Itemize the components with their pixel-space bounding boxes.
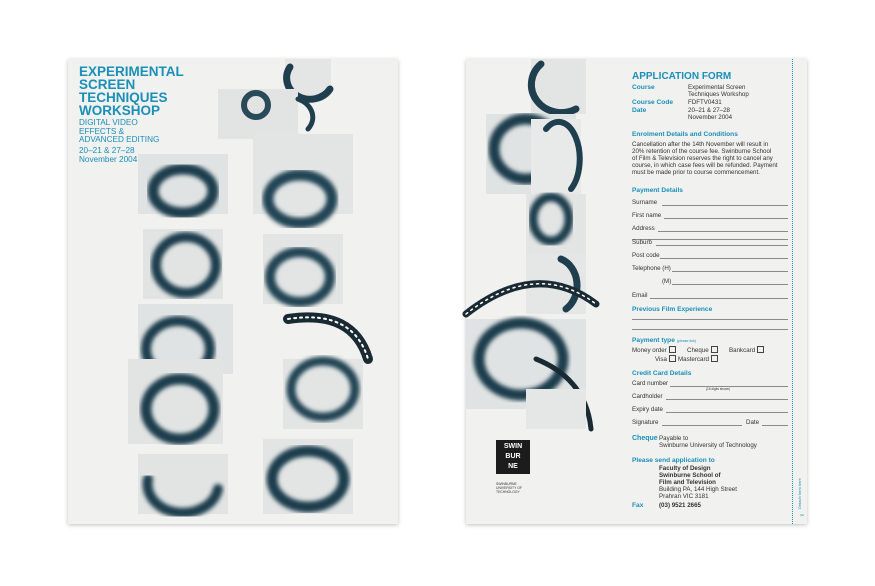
field-label-signature: Signature: [632, 419, 659, 426]
fax-value: (03) 9521 2665: [659, 502, 701, 509]
field-label-telephone-mobile: (M): [662, 278, 672, 285]
option-label: Bankcard: [729, 347, 756, 354]
cheque-value-line: Payable to: [659, 435, 689, 442]
field-label-first-name: First name: [632, 212, 662, 219]
address-bold-line: Swinburne School of: [659, 472, 721, 479]
address-bold-line: Film and Television: [659, 479, 716, 486]
checkbox-mastercard[interactable]: [711, 355, 718, 362]
title-line: SCREEN: [79, 77, 136, 92]
field-label-expiry-date: Expiry date: [632, 406, 663, 413]
send-heading: Please send application to: [632, 457, 715, 464]
payment-type-note: (please tick): [676, 339, 697, 343]
course-code-value: FDFTV0431: [688, 99, 722, 106]
logo-sub-line: SWINBURNE: [496, 482, 517, 486]
enrolment-line: 20% retention of the course fee. Swinburne School: [632, 148, 772, 155]
suburb-input-line[interactable]: [656, 245, 788, 246]
telephone-mobile-input-line[interactable]: [672, 284, 788, 285]
checkbox-visa[interactable]: [669, 355, 676, 362]
course-value-line: Techniques Workshop: [688, 91, 749, 98]
date-value-line: 20–21 & 27–28: [688, 107, 730, 114]
date-input-line[interactable]: [762, 425, 788, 426]
address-input-line[interactable]: [658, 231, 788, 232]
logo-line: BUR: [505, 453, 521, 460]
enrolment-line: course, in which case fees will be refunded. Payment: [632, 162, 778, 169]
field-label-surname: Surname: [632, 199, 658, 206]
subtitle-line: DIGITAL VIDEO: [79, 118, 138, 127]
field-label-cardholder: Cardholder: [632, 393, 663, 400]
experience-input-line[interactable]: [632, 329, 788, 330]
email-input-line[interactable]: [650, 298, 788, 299]
cardholder-input-line[interactable]: [666, 399, 788, 400]
scissors-icon: ✂: [800, 513, 805, 519]
title-line: WORKSHOP: [79, 103, 160, 118]
course-value-line: Experimental Screen: [688, 84, 746, 91]
field-label-card-number: Card number: [632, 380, 669, 387]
telephone-home-input-line[interactable]: [672, 271, 788, 272]
option-cheque[interactable]: [687, 346, 718, 354]
first-name-input-line[interactable]: [664, 218, 788, 219]
poster-dates: [79, 147, 199, 164]
poster-title: [79, 65, 229, 117]
detach-text: Detach form here: [797, 478, 802, 509]
field-label-suburb: Suburb: [632, 239, 652, 246]
credit-card-heading: Credit Card Details: [632, 370, 692, 377]
option-money-order[interactable]: [632, 346, 676, 354]
address-line: Building PA, 144 High Street: [659, 486, 737, 493]
checkbox-bankcard[interactable]: [757, 346, 764, 353]
enrolment-heading: Enrolment Details and Conditions: [632, 131, 738, 138]
option-label: Cheque: [687, 347, 709, 354]
option-label: Mastercard: [678, 356, 709, 363]
detach-label: [795, 439, 803, 519]
card-number-note: (16 digits shown): [706, 387, 731, 391]
option-bankcard[interactable]: [729, 346, 764, 354]
field-label-date: Date: [746, 419, 760, 426]
option-label: Visa: [655, 356, 667, 363]
logo-line: SWIN: [503, 443, 523, 450]
cheque-label: Cheque: [632, 435, 658, 442]
signature-input-line[interactable]: [662, 425, 742, 426]
logo-line: NE: [508, 463, 518, 470]
title-line: TECHNIQUES: [79, 90, 168, 105]
field-label-telephone-home: Telephone (H): [632, 265, 671, 272]
payment-type-label: Payment type: [632, 337, 675, 344]
date-line: November 2004: [79, 154, 138, 164]
surname-input-line[interactable]: [662, 205, 788, 206]
date-value-line: November 2004: [688, 114, 733, 121]
cheque-value-line: Swinburne University of Technology: [659, 442, 757, 449]
poster-subtitle: [79, 119, 199, 145]
fax-label: Fax: [632, 502, 644, 509]
form-title: APPLICATION FORM: [632, 71, 732, 82]
date-label: Date: [632, 107, 647, 114]
application-form-sheet: [466, 59, 807, 524]
enrolment-line: of Film & Television reserves the right to cancel any: [632, 155, 773, 162]
option-label: Money order: [632, 347, 667, 354]
subtitle-line: EFFECTS &: [79, 126, 125, 136]
post-code-input-line[interactable]: [660, 258, 788, 259]
detach-perforation-line: [792, 59, 793, 524]
field-label-email: Email: [632, 292, 648, 299]
enrolment-line: Cancellation after the 14th November will result in: [632, 141, 769, 148]
title-line: EXPERIMENTAL: [79, 64, 184, 79]
option-mastercard[interactable]: [678, 355, 718, 363]
swinburne-logo: [496, 440, 530, 474]
date-line: 20–21 & 27–28: [79, 146, 135, 155]
field-label-post-code: Post code: [632, 252, 660, 259]
payment-type-heading: [632, 337, 696, 345]
subtitle-line: ADVANCED EDITING: [79, 135, 160, 145]
experience-heading: Previous Film Experience: [632, 306, 713, 313]
address-bold-line: Faculty of Design: [659, 465, 711, 472]
address-line: Prahran VIC 3181: [659, 493, 709, 500]
course-label: Course: [632, 84, 655, 91]
address-input-line-2[interactable]: [632, 239, 788, 240]
checkbox-cheque[interactable]: [711, 346, 718, 353]
payment-details-heading: Payment Details: [632, 187, 683, 194]
expiry-date-input-line[interactable]: [666, 412, 788, 413]
logo-sub-line: UNIVERSITY OF: [496, 486, 522, 490]
checkbox-money-order[interactable]: [669, 346, 676, 353]
course-code-label: Course Code: [632, 99, 674, 106]
field-label-address: Address: [632, 225, 655, 232]
logo-subtitle: [496, 482, 534, 494]
logo-sub-line: TECHNOLOGY: [496, 490, 520, 494]
enrolment-line: must be made prior to course commencement.: [632, 169, 760, 176]
option-visa[interactable]: [655, 355, 676, 363]
experience-input-line[interactable]: [632, 319, 788, 320]
poster-sheet: [68, 59, 398, 524]
